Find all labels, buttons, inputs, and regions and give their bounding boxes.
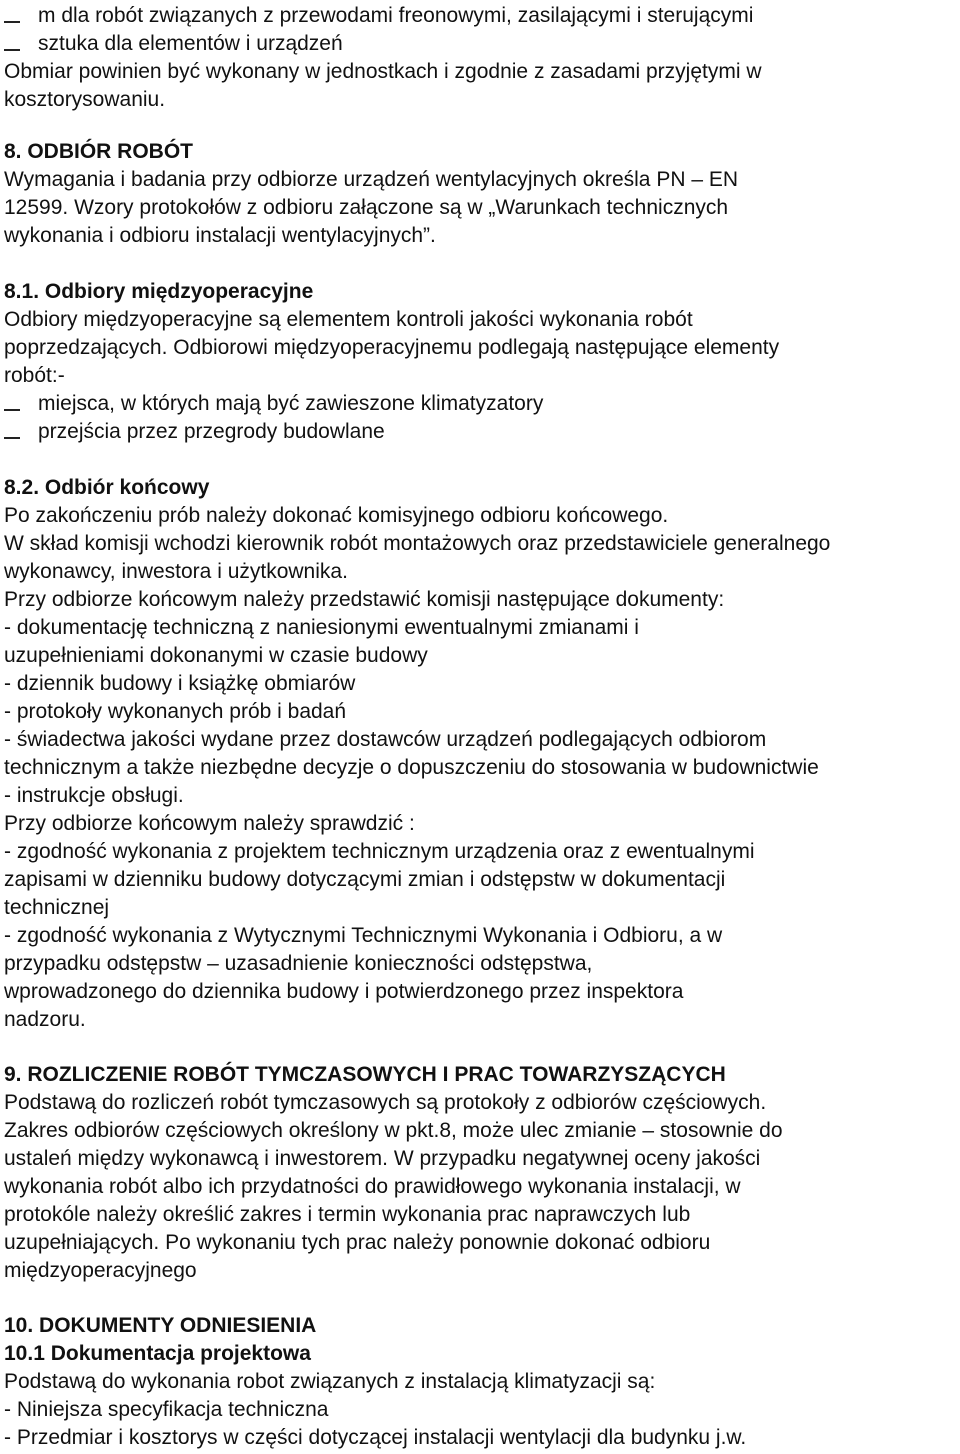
dash-bullet-icon [4,49,20,51]
paragraph-line: - zgodność wykonania z projektem technicznym urządzenia oraz z ewentualnymi [4,840,755,863]
paragraph-line: uzupełnieniami dokonanymi w czasie budowy [4,644,428,667]
section-heading-8-1: 8.1. Odbiory międzyoperacyjne [4,280,314,303]
paragraph-line: wykonania robót albo ich przydatności do prawidłowego wykonania instalacji, w [4,1175,741,1198]
paragraph-line: Po zakończeniu prób należy dokonać komisyjnego odbioru końcowego. [4,504,669,527]
paragraph-line: uzupełniających. Po wykonaniu tych prac należy ponownie dokonać odbioru [4,1231,711,1254]
paragraph-line: nadzoru. [4,1008,86,1031]
paragraph-line: technicznej [4,896,110,919]
paragraph-line: wykonania i odbioru instalacji wentylacyjnych”. [4,224,436,247]
dash-bullet-icon [4,21,20,23]
section-heading-9: 9. ROZLICZENIE ROBÓT TYMCZASOWYCH I PRAC TOWARZYSZĄCYCH [4,1063,726,1086]
paragraph-line: - świadectwa jakości wydane przez dostawców urządzeń podlegających odbiorom [4,728,767,751]
paragraph-line: ustaleń między wykonawcą i inwestorem. W przypadku negatywnej oceny jakości [4,1147,761,1170]
paragraph-line: Przy odbiorze końcowym należy przedstawić komisji następujące dokumenty: [4,588,725,611]
paragraph-line: wykonawcy, inwestora i użytkownika. [4,560,348,583]
paragraph-line: robót:- [4,364,65,387]
paragraph-line: - zgodność wykonania z Wytycznymi Technicznymi Wykonania i Odbioru, a w [4,924,723,947]
bullet-text: przejścia przez przegrody budowlane [38,420,385,443]
dash-bullet-icon [4,409,20,411]
paragraph-line: Odbiory międzyoperacyjne są elementem kontroli jakości wykonania robót [4,308,693,331]
bullet-text: sztuka dla elementów i urządzeń [38,32,343,55]
paragraph-line: przypadku odstępstw – uzasadnienie konieczności odstępstwa, [4,952,593,975]
section-heading-10: 10. DOKUMENTY ODNIESIENIA [4,1314,317,1337]
paragraph-line: międzyoperacyjnego [4,1259,197,1282]
paragraph-line: technicznym a także niezbędne decyzje o dopuszczeniu do stosowania w budownictwie [4,756,819,779]
paragraph-line: wprowadzonego do dziennika budowy i potwierdzonego przez inspektora [4,980,684,1003]
paragraph-line: protokóle należy określić zakres i termin wykonania prac naprawczych lub [4,1203,691,1226]
paragraph-line: - protokoły wykonanych prób i badań [4,700,347,723]
paragraph-line: kosztorysowaniu. [4,88,166,111]
paragraph-line: - instrukcje obsługi. [4,784,184,807]
paragraph-line: Podstawą do rozliczeń robót tymczasowych są protokoły z odbiorów częściowych. [4,1091,767,1114]
bullet-text: m dla robót związanych z przewodami freonowymi, zasilającymi i sterującymi [38,4,754,27]
paragraph-line: Wymagania i badania przy odbiorze urządzeń wentylacyjnych określa PN – EN [4,168,739,191]
paragraph-line: Podstawą do wykonania robot związanych z instalacją klimatyzacji są: [4,1370,656,1393]
subsection-heading-10-1: 10.1 Dokumentacja projektowa [4,1342,311,1365]
paragraph-line: - Przedmiar i kosztorys w części dotyczącej instalacji wentylacji dla budynku j.w. [4,1426,747,1449]
bullet-text: miejsca, w których mają być zawieszone klimatyzatory [38,392,544,415]
paragraph-line: poprzedzających. Odbiorowi międzyoperacyjnemu podlegają następujące elementy [4,336,780,359]
dash-bullet-icon [4,437,20,439]
paragraph-line: W skład komisji wchodzi kierownik robót montażowych oraz przedstawiciele generalnego [4,532,831,555]
paragraph-line: Obmiar powinien być wykonany w jednostkach i zgodnie z zasadami przyjętymi w [4,60,762,83]
paragraph-line: - dokumentację techniczną z naniesionymi ewentualnymi zmianami i [4,616,639,639]
paragraph-line: Przy odbiorze końcowym należy sprawdzić : [4,812,415,835]
section-heading-8: 8. ODBIÓR ROBÓT [4,140,194,163]
paragraph-line: 12599. Wzory protokołów z odbioru załączone są w „Warunkach technicznych [4,196,729,219]
paragraph-line: - dziennik budowy i książkę obmiarów [4,672,356,695]
paragraph-line: Zakres odbiorów częściowych określony w pkt.8, może ulec zmianie – stosownie do [4,1119,783,1142]
paragraph-line: - Niniejsza specyfikacja techniczna [4,1398,329,1421]
section-heading-8-2: 8.2. Odbiór końcowy [4,476,210,499]
paragraph-line: zapisami w dzienniku budowy dotyczącymi zmian i odstępstw w dokumentacji [4,868,726,891]
